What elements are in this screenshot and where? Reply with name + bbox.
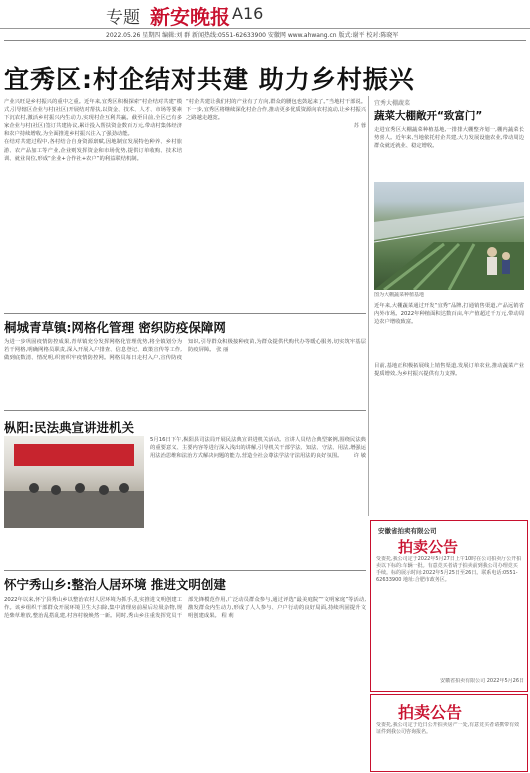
- greenhouse-illustration: [374, 182, 524, 290]
- sidebar-label: 宜秀大棚蔬菜: [374, 100, 411, 107]
- section-rule-2: [4, 410, 366, 411]
- sidebar-text-2: 近年来,大棚蔬菜通过开发“宜秀”品牌,打通销售渠道,产品远销省内外市场。2022年种植面积达数百亩,年产值超过千万元,带动周边农户增收致富。: [374, 303, 524, 326]
- section1-byline: 张 丽: [216, 347, 229, 354]
- lead-paragraph-2: 在结对共建过程中,各村结合自身资源禀赋,因地制宜发展特色种养、乡村旅游、农产品加工等产业,企业则发挥资金和市场优势,提供订单收购、技术培训、就业岗位,形成“企业+合作社+农户”的利益联结机制。: [4, 139, 182, 162]
- sidebar-text: 走进宜秀区大棚蔬菜种植基地,一排排大棚整齐划一,棚内蔬菜长势喜人。近年来,当地依托村企共建,大力发展设施农业,带动周边群众就近就业、稳定增收。: [374, 127, 524, 150]
- section-rule-1: [4, 313, 366, 314]
- section2-title: 枞阳:民法典宣讲进机关: [4, 420, 134, 435]
- page-number: A16: [232, 4, 264, 23]
- lead-paragraph-1: 产业兴旺是乡村振兴的重中之重。近年来,宜秀区积极探索“村企结对共建”模式,引导辖区企业与村(社区)开展结对帮扶,以资金、技术、人才、市场等要素下沉农村,激活乡村振兴内生动力,实现村企互利共赢。截至目前,全区已有多家企业与村(社区)签订共建协议,累计投入帮扶资金数百万元,带动村集体经济和农户持续增收,为全面推进乡村振兴注入了强劲动能。: [4, 99, 182, 138]
- section1-body: 为进一步巩固疫情防控成果,青草镇充分发挥网格化管理优势,将全镇划分为若干网格,明确网格员职责,深入开展入户排查、信息登记、政策宣传等工作,做到底数清、情况明,织密织牢疫情防控网。网格员每日走村入户,宣传防疫知识,引导群众积极接种疫苗,为群众提供代购代办等暖心服务,切实筑牢基层防疫屏障。: [4, 339, 366, 362]
- ad1-title: 拍卖公告: [398, 538, 459, 556]
- lecture-photo: [4, 436, 144, 528]
- lead-byline: 苏 蓉: [353, 123, 366, 130]
- section1-text: [4, 338, 366, 396]
- ad1-footer: 安徽省拍卖有限公司 2022年5月26日: [440, 678, 524, 684]
- section2-body: 5月16日下午,枞阳县司法局开展民法典宣讲进机关活动。宣讲人员结合典型案例,围绕民法典的重要意义、主要内容等进行深入浅出的讲解,引导机关干部学法、知法、守法、用法,增强运用法治思维和法治方式解决问题的能力,营造全社会尊法学法守法用法的良好氛围。: [150, 437, 366, 460]
- greenhouse-photo: [374, 182, 524, 290]
- main-headline: 宜秀区:村企结对共建 助力乡村振兴: [4, 65, 415, 94]
- lecture-illustration: [4, 436, 144, 528]
- sidebar-text-3: 目前,基地正积极拓展线上销售渠道,发展订单农业,推动蔬菜产业提质增效,为乡村振兴提供有力支撑。: [374, 363, 524, 378]
- top-rule: [4, 40, 526, 41]
- paper-name: 新安晚报: [150, 5, 230, 29]
- section1-title: 桐城青草镇:网格化管理 密织防疫保障网: [4, 320, 226, 335]
- section-label: 专题: [106, 8, 140, 28]
- ad1-header: 安徽省拍卖有限公司: [378, 527, 437, 535]
- sidebar-title: 蔬菜大棚敞开“致富门”: [374, 110, 483, 122]
- ad2-text: 受委托,我公司定于近日公开拍卖房产一处,有意竞买者请携带有效证件到我公司咨询报名。: [376, 722, 520, 735]
- section3-text: [4, 596, 366, 768]
- section3-byline: 程 莉: [221, 613, 234, 620]
- section-rule-3: [4, 570, 366, 571]
- info-bar: 2022.05.26 星期四 编辑:刘 群 新闻热线:0551-62633900 安徽网 www.ahwang.cn 版式:谢平 校对:陈晓军: [106, 32, 399, 39]
- section3-title: 怀宁秀山乡:整治人居环境 推进文明创建: [4, 577, 226, 592]
- section2-text: [150, 436, 366, 528]
- ad1-text: 受委托,我公司定于2022年5月27日上午10时在公司拍卖厅公开拍卖以下标的:车辆一批。有意竞买者请于拍卖前到我公司办理竞买手续。标的展示时间:2022年5月25日至26日。联系电话:0551-62633900 地址:合肥市政务区。: [376, 556, 522, 583]
- lead-paragraph-3: “村企共建让我们村的产业有了方向,群众的腰包也鼓起来了。”当地村干部说。下一步,宜秀区将继续深化村企合作,推动更多优质资源向农村流动,让乡村振兴之路越走越宽。: [186, 99, 366, 122]
- photo-caption: 图为大棚蔬菜种植基地: [374, 292, 425, 298]
- section3-body: 2022年以来,怀宁县秀山乡以整治农村人居环境为抓手,扎实推进文明创建工作。该乡组织干部群众开展环境卫生大扫除,集中清理房前屋后垃圾杂物,规范柴草堆放,整治乱搭乱建,村容村貌焕然一新。同时,秀山乡注重发挥党员干部先锋模范作用,广泛动员群众参与,通过评选“最美庭院”“文明家庭”等活动,激发群众内生动力,形成了人人参与、户户行动的良好局面,持续巩固提升文明创建成果。: [4, 597, 366, 620]
- masthead: [0, 0, 530, 29]
- column-divider: [368, 96, 369, 516]
- section2-byline: 许 敏: [353, 453, 366, 460]
- ad2-title: 拍卖公告: [398, 703, 463, 722]
- lead-article-col1: [4, 98, 182, 303]
- lead-article-col2: [186, 98, 366, 303]
